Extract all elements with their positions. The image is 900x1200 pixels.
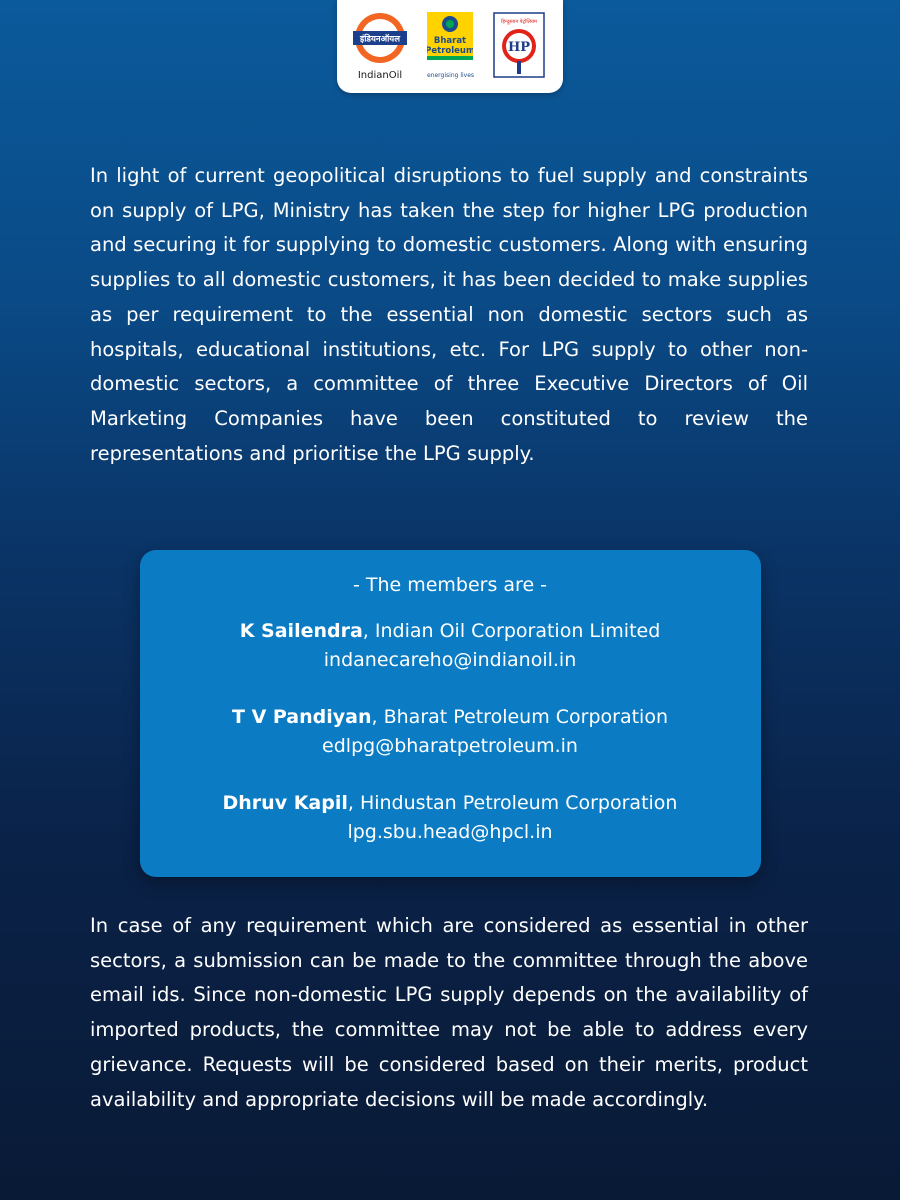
member-name-line: [0, 703, 900, 732]
member-org: , Bharat Petroleum Corporation: [371, 706, 668, 728]
member-email[interactable]: lpg.sbu.head@hpcl.in: [347, 821, 553, 843]
member-name: Dhruv Kapil: [222, 792, 348, 814]
hp-top-text: हिन्दुस्तान पेट्रोलियम: [501, 19, 537, 25]
member-name: T V Pandiyan: [232, 706, 372, 728]
indianoil-logo: [351, 12, 409, 81]
bp-line1: Bharat: [433, 36, 467, 46]
bharat-petroleum-logo-mark: [427, 12, 473, 68]
indianoil-caption: IndianOil: [357, 70, 403, 81]
bharat-petroleum-logo: [427, 12, 473, 79]
member-org: , Indian Oil Corporation Limited: [362, 620, 661, 642]
member-email[interactable]: edlpg@bharatpetroleum.in: [322, 735, 578, 757]
intro-paragraph: In light of current geopolitical disruptions to fuel supply and constraints on supply of LPG, Ministry has taken the step for higher LPG production and securing it for supplying to domestic customers. Along with ensuring supplies to all domestic customers, it has been decided to make supplies as per requirement to the essential non domestic sectors such as hospitals, educational institutions, etc. For LPG supply to other non-domestic sectors, a committee of three Executive Directors of Oil Marketing Companies have been constituted to review the representations and prioritise the LPG supply.: [90, 164, 808, 465]
member-org: , Hindustan Petroleum Corporation: [347, 792, 678, 814]
logo-bar: [337, 0, 563, 93]
bp-line2: Petroleum: [427, 46, 473, 56]
member-name: K Sailendra: [239, 620, 363, 642]
hp-logo: [493, 12, 545, 82]
indianoil-mark-text: इंडियनऑयल: [360, 34, 400, 45]
members-heading: - The members are -: [352, 574, 548, 596]
member-card: [0, 617, 900, 675]
hp-logo-mark: [493, 12, 545, 78]
indianoil-logo-mark: [351, 12, 409, 64]
bp-tagline: energising lives: [427, 72, 475, 79]
outro-paragraph: In case of any requirement which are considered as essential in other sectors, a submission can be made to the committee through the above email ids. Since non-domestic LPG supply depends on the availability of imported products, the committee may not be able to address every grievance. Requests will be considered based on their merits, product availability and appropriate decisions will be made accordingly.: [90, 914, 808, 1111]
member-card: [0, 703, 900, 761]
hp-mark-text: HP: [507, 40, 531, 55]
member-email[interactable]: indanecareho@indianoil.in: [323, 649, 577, 671]
member-name-line: [0, 617, 900, 646]
member-card: [0, 789, 900, 847]
member-name-line: [0, 789, 900, 818]
